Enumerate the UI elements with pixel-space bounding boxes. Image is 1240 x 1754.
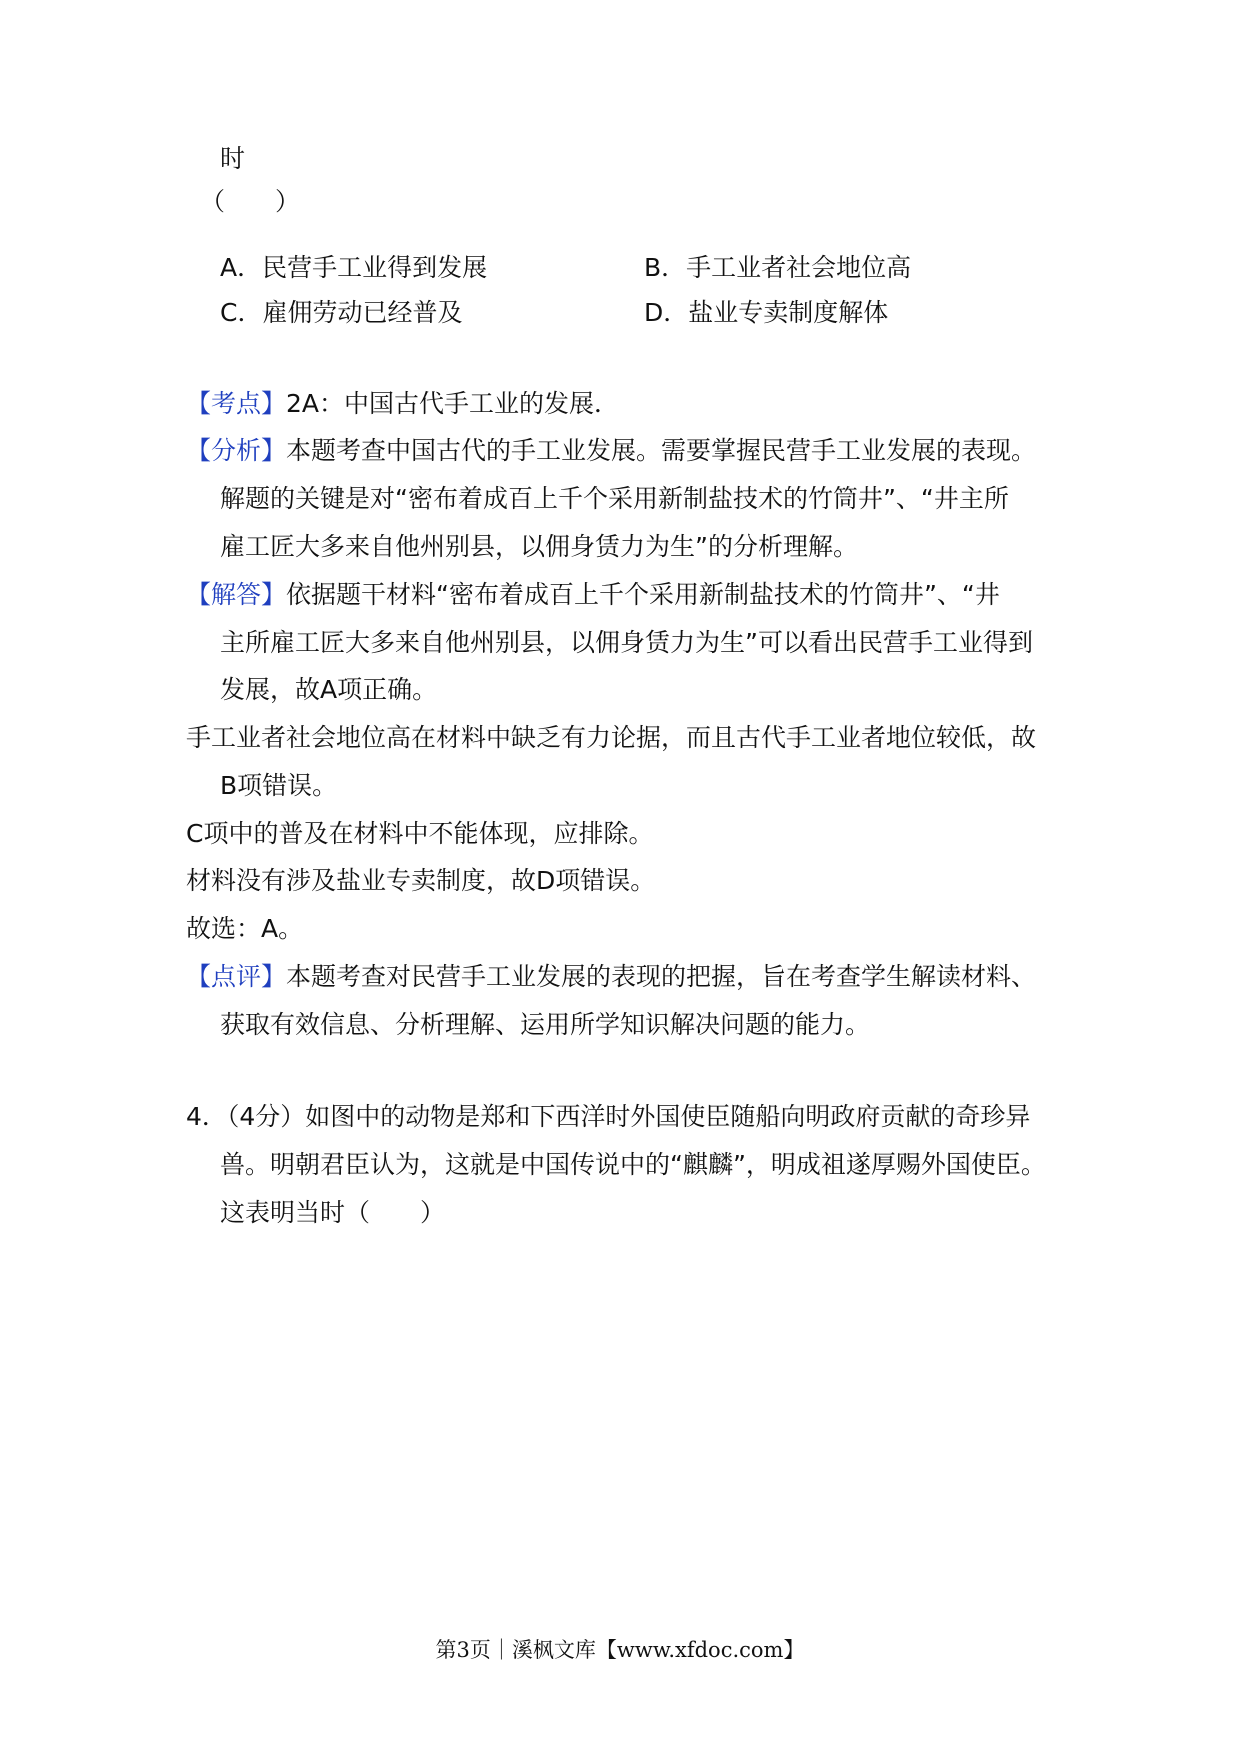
extra-line-4: 材料没有涉及盐业专卖制度，故D项错误。 — [186, 866, 656, 895]
fenxi-tag: 【分析】 — [186, 436, 287, 465]
extra-line-1: 手工业者社会地位高在材料中缺乏有力论据，而且古代手工业者地位较低，故 — [186, 723, 1037, 752]
question4-line-3: 这表明当时（ ） — [220, 1198, 446, 1227]
option-d-label: D． — [644, 298, 689, 327]
option-b — [644, 251, 911, 285]
jieda-line-2: 主所雇工匠大多来自他州别县，以佣身赁力为生”可以看出民营手工业得到 — [220, 628, 1033, 657]
extra-line-3: C项中的普及在材料中不能体现，应排除。 — [186, 819, 654, 848]
option-a-label: A． — [220, 253, 263, 282]
fenxi-line-1 — [186, 434, 1036, 468]
option-a — [220, 251, 487, 285]
jieda-tag: 【解答】 — [186, 580, 287, 609]
dianping-text-1: 本题考查对民营手工业发展的表现的把握，旨在考查学生解读材料、 — [286, 962, 1037, 991]
kaodian-line — [186, 387, 619, 421]
question3-paren: （ ） — [200, 187, 301, 216]
dianping-line-1 — [186, 960, 1036, 994]
question4-line-1: 4．（4分）如图中的动物是郑和下西洋时外国使臣随船向明政府贡献的奇珍异 — [186, 1102, 1031, 1131]
option-a-text: 民营手工业得到发展 — [262, 253, 488, 282]
question4-line-2: 兽。明朝君臣认为，这就是中国传说中的“麒麟”，明成祖遂厚赐外国使臣。 — [220, 1150, 1046, 1179]
kaodian-tag: 【考点】 — [186, 389, 287, 418]
fenxi-line-3: 雇工匠大多来自他州别县，以佣身赁力为生”的分析理解。 — [220, 532, 858, 561]
fenxi-text-1: 本题考查中国古代的手工业发展。需要掌握民营手工业发展的表现。 — [286, 436, 1037, 465]
jieda-text-1: 依据题干材料“密布着成百上千个采用新制盐技术的竹筒井”、“井 — [286, 580, 1000, 609]
extra-line-2: B项错误。 — [220, 771, 338, 800]
fenxi-line-2: 解题的关键是对“密布着成百上千个采用新制盐技术的竹筒井”、“井主所 — [220, 484, 1009, 513]
extra-line-5: 故选：A。 — [186, 914, 304, 943]
option-c-label: C． — [220, 298, 263, 327]
question3-stem-tail: 时 — [220, 144, 246, 173]
option-c — [220, 296, 462, 330]
dianping-tag: 【点评】 — [186, 962, 287, 991]
option-b-text: 手工业者社会地位高 — [686, 253, 912, 282]
dianping-line-2: 获取有效信息、分析理解、运用所学知识解决问题的能力。 — [220, 1010, 871, 1039]
option-d — [644, 296, 888, 330]
option-b-label: B． — [644, 253, 687, 282]
page-footer: 第3页｜溪枫文库【www.xfdoc.com】 — [435, 1638, 805, 1662]
jieda-line-1 — [186, 578, 1000, 612]
option-d-text: 盐业专卖制度解体 — [688, 298, 889, 327]
option-c-text: 雇佣劳动已经普及 — [262, 298, 463, 327]
jieda-line-3: 发展，故A项正确。 — [220, 675, 438, 704]
kaodian-text: 2A：中国古代手工业的发展． — [286, 389, 620, 418]
